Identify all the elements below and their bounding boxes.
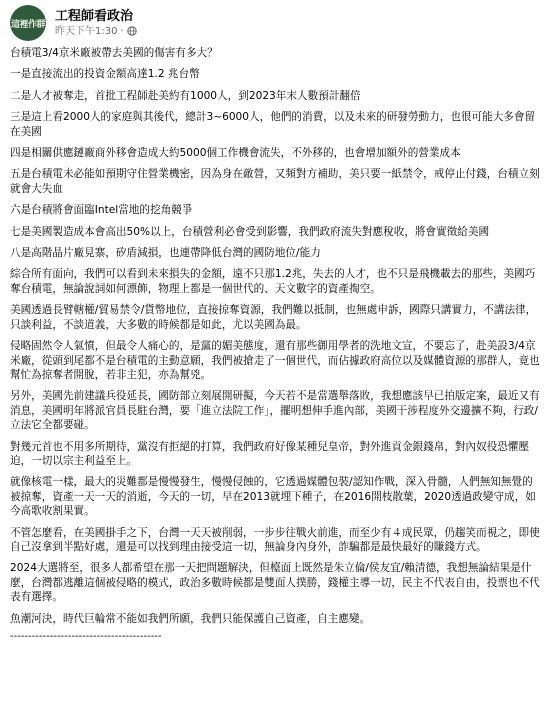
post-paragraph: 六是台積將會面臨Intel當地的挖角競爭 bbox=[10, 204, 193, 217]
post-paragraph: 美國透過長臂轄權/貿易禁令/貨幣地位，直接掠奪資源，我們難以抵制，也無處申訴，國際只講實力，不講法律，只談利益，不談道義，大多數的時候都是如此，尤以美國為最。 bbox=[10, 304, 537, 331]
post-paragraph: 七是美國製造成本會高出50%以上，台積營利必會受到影響，我們政府流失對應稅收，將會實徵給美國 bbox=[10, 225, 490, 238]
avatar[interactable]: 這裡作群 bbox=[10, 5, 46, 41]
post-paragraph: 三是這上看2000人的家庭與其後代，總計3~6000人，他們的消費，以及未來的研發勞動力，也很可能大多會留在美國 bbox=[10, 111, 536, 138]
post-paragraph: 四是相關供應鏈廠商外移會造成大約5000個工作機會流失，不外移的，也會增加額外的營業成本 bbox=[10, 147, 461, 160]
globe-icon[interactable] bbox=[127, 26, 137, 36]
post-header bbox=[10, 0, 541, 46]
post-paragraph: 台積電3/4京米廠被帶去美國的傷害有多大？ bbox=[10, 47, 218, 59]
post-timestamp[interactable]: 昨天下午1:30 bbox=[55, 25, 118, 37]
post-paragraph: 就像核電一樣，最大的災難都是慢慢發生，慢慢侵蝕的，它透過媒體包裝/認知作戰，深入骨髓，人們無知無覺的被掠奪，資產一天一天的消逝，今天的一切，早在2013就埋下種子，在2016開枝散葉，2020透過政變守成，如今高歌收割果實。 bbox=[10, 476, 536, 518]
post-paragraph: 綜合所有面向，我們可以看到未來損失的金額，遠不只那1.2兆，失去的人才，也不只是飛機載去的那些，美國巧奪台積電，無論說詞如何漂飾，物理上都是一個世代的、天文數字的資產掏空。 bbox=[10, 268, 536, 295]
separator-dot: · bbox=[120, 25, 124, 37]
divider-line: ------------------------------------------ bbox=[10, 632, 162, 642]
post-paragraph: 另外，美國先前建議兵役延長，國防部立刻展開研擬，今天若不是當選舉落敗，我想應該早已拍版定案，最近又有消息，美國明年將派官員長駐台灣，要「進立法院工作」，擺明想伸手進內部，美國干涉程度外交邊擴不夠，行政/立法它全都要碰。 bbox=[10, 390, 540, 432]
post-subline bbox=[55, 25, 137, 38]
post-paragraph: 侵略固然令人氣憤，但最令人痛心的，是黨的媚美態度，還有那些御用學者的洗地文宣，不要忘了，赴美設3/4京米廠，從頭到尾都不是台積電的主動意願，我們被搶走了一個世代，而佔據政府高位以及媒體資源的那群人，竟也幫忙為掠奪者開脫，若非主犯，亦為幫兇。 bbox=[10, 340, 540, 381]
post-body bbox=[10, 46, 541, 642]
post-meta bbox=[55, 9, 137, 38]
post-paragraph: 魚潮河決，時代巨輪常不能如我們所願，我們只能保護自己資產，自主應變。 bbox=[10, 612, 371, 625]
post-paragraph: 二是人才被奪走，首批工程師赴美約有1000人，到2023年末人數預計翻倍 bbox=[10, 89, 361, 102]
post-paragraph: 五是台積電未必能如預期守住營業機密，因為身在敵營，又頻對方補助，美只要一紙禁令，戒停止付錢，台積立刻就會大失血 bbox=[10, 168, 540, 195]
post-paragraph: 不管怎麼看，在美國掛手之下，台灣一天天被削弱，一步步往戰火前進，而至少有４成民眾，仍趨笑而視之，即使自己沒拿到半點好處，還是可以找到理由接受這一切，無論身內身外，詐騙都是最快最好的賺錢方式。 bbox=[10, 526, 540, 553]
post-paragraph: 2024大選將至，很多人都希望在那一天把問題解決，但檯面上既然是朱立倫/侯友宜/賴清德，我想無論結果是什麼，台灣都逃離這個被侵略的模式，政治多數時候都是雙面人撲勝，錢權主導一切，民主不代表自由，投票也不代表有選擇。 bbox=[10, 562, 540, 604]
post-paragraph: 一是直接流出的投資金額高達1.2 兆台幣 bbox=[10, 68, 200, 81]
page-name-link[interactable]: 工程師看政治 bbox=[55, 8, 134, 24]
post-paragraph: 八是高階晶片廠見寨，矽盾減損，也連帶降低台灣的國防地位/能力 bbox=[10, 247, 321, 260]
post-paragraph: 對幾元首也不用多所期待，黨沒有拒絕的打算，我們政府好像某種兒皇帝，對外進貢金銀錢帛，對內奴役恐懼壓迫，一切以宗主利益至上。 bbox=[10, 440, 530, 467]
